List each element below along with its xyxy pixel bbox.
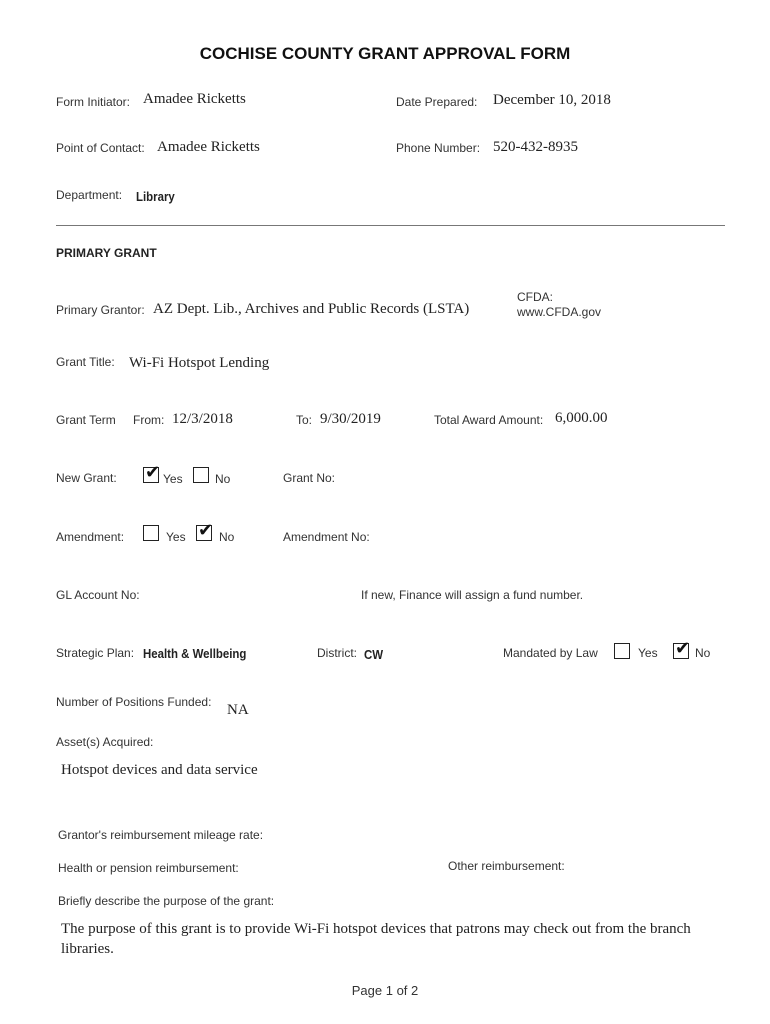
total-award-value: 6,000.00 [555, 410, 608, 426]
amendment-yes-label: Yes [166, 530, 186, 544]
amendment-label: Amendment: [56, 530, 125, 544]
cfda-label: CFDA: [517, 290, 553, 304]
date-prepared-label: Date Prepared: [396, 95, 478, 109]
primary-grant-heading: PRIMARY GRANT [56, 246, 157, 260]
grant-title-value: Wi-Fi Hotspot Lending [129, 355, 270, 371]
other-reimbursement-label: Other reimbursement: [448, 859, 565, 873]
positions-funded-label: Number of Positions Funded: [56, 695, 212, 709]
amendment-no-checkbox[interactable] [196, 520, 214, 541]
term-from-label: From: [133, 413, 165, 427]
mandated-no-checkbox[interactable] [673, 638, 691, 659]
mileage-rate-label: Grantor's reimbursement mileage rate: [58, 828, 264, 842]
checkmark-icon: ✔ [198, 520, 214, 541]
term-to-value: 9/30/2019 [320, 411, 381, 427]
mandated-by-law-label: Mandated by Law [503, 646, 598, 660]
district-value: CW [364, 647, 384, 662]
form-title: COCHISE COUNTY GRANT APPROVAL FORM [199, 44, 571, 63]
gl-account-label: GL Account No: [56, 588, 140, 602]
purpose-value: The purpose of this grant is to provide Wi-Fi hotspot devices that patrons may check out from the branch libraries. [61, 921, 691, 957]
grant-term-label: Grant Term [56, 413, 116, 427]
mandated-yes-label: Yes [638, 646, 658, 660]
point-of-contact-value: Amadee Ricketts [157, 139, 260, 155]
term-to-label: To: [296, 413, 313, 427]
phone-number-label: Phone Number: [396, 141, 481, 155]
amendment-yes-checkbox[interactable] [143, 525, 159, 541]
checkmark-icon: ✔ [675, 638, 691, 659]
grant-title-label: Grant Title: [56, 355, 115, 369]
gl-account-note: If new, Finance will assign a fund number. [361, 588, 584, 602]
new-grant-yes-checkbox[interactable] [143, 462, 161, 483]
new-grant-no-label: No [215, 472, 231, 486]
grant-no-label: Grant No: [283, 471, 336, 485]
new-grant-label: New Grant: [56, 471, 117, 485]
new-grant-no-checkbox[interactable] [193, 467, 209, 483]
primary-grantor-value: AZ Dept. Lib., Archives and Public Records (LSTA) [153, 301, 470, 317]
new-grant-yes-label: Yes [163, 472, 183, 486]
positions-funded-value: NA [227, 702, 249, 718]
term-from-value: 12/3/2018 [172, 411, 233, 427]
checkmark-icon: ✔ [145, 462, 161, 483]
mandated-yes-checkbox[interactable] [614, 643, 630, 659]
form-initiator-value: Amadee Ricketts [143, 91, 246, 107]
department-label: Department: [56, 188, 123, 202]
cfda-link[interactable]: www.CFDA.gov [517, 305, 602, 319]
page-number: Page 1 of 2 [351, 983, 419, 998]
mandated-no-label: No [695, 646, 711, 660]
strategic-plan-label: Strategic Plan: [56, 646, 135, 660]
district-label: District: [317, 646, 357, 660]
phone-number-value: 520-432-8935 [493, 139, 578, 155]
amendment-no-label: No [219, 530, 235, 544]
strategic-plan-value: Health & Wellbeing [143, 646, 247, 661]
purpose-label: Briefly describe the purpose of the grant: [58, 894, 275, 908]
form-initiator-label: Form Initiator: [56, 95, 131, 109]
total-award-label: Total Award Amount: [434, 413, 544, 427]
primary-grantor-label: Primary Grantor: [56, 303, 145, 317]
assets-acquired-value: Hotspot devices and data service [61, 762, 258, 778]
department-value: Library [136, 189, 175, 204]
date-prepared-value: December 10, 2018 [493, 92, 611, 108]
point-of-contact-label: Point of Contact: [56, 141, 145, 155]
health-pension-label: Health or pension reimbursement: [58, 861, 239, 875]
assets-acquired-label: Asset(s) Acquired: [56, 735, 154, 749]
amendment-no-field-label: Amendment No: [283, 530, 370, 544]
section-divider [56, 225, 725, 226]
